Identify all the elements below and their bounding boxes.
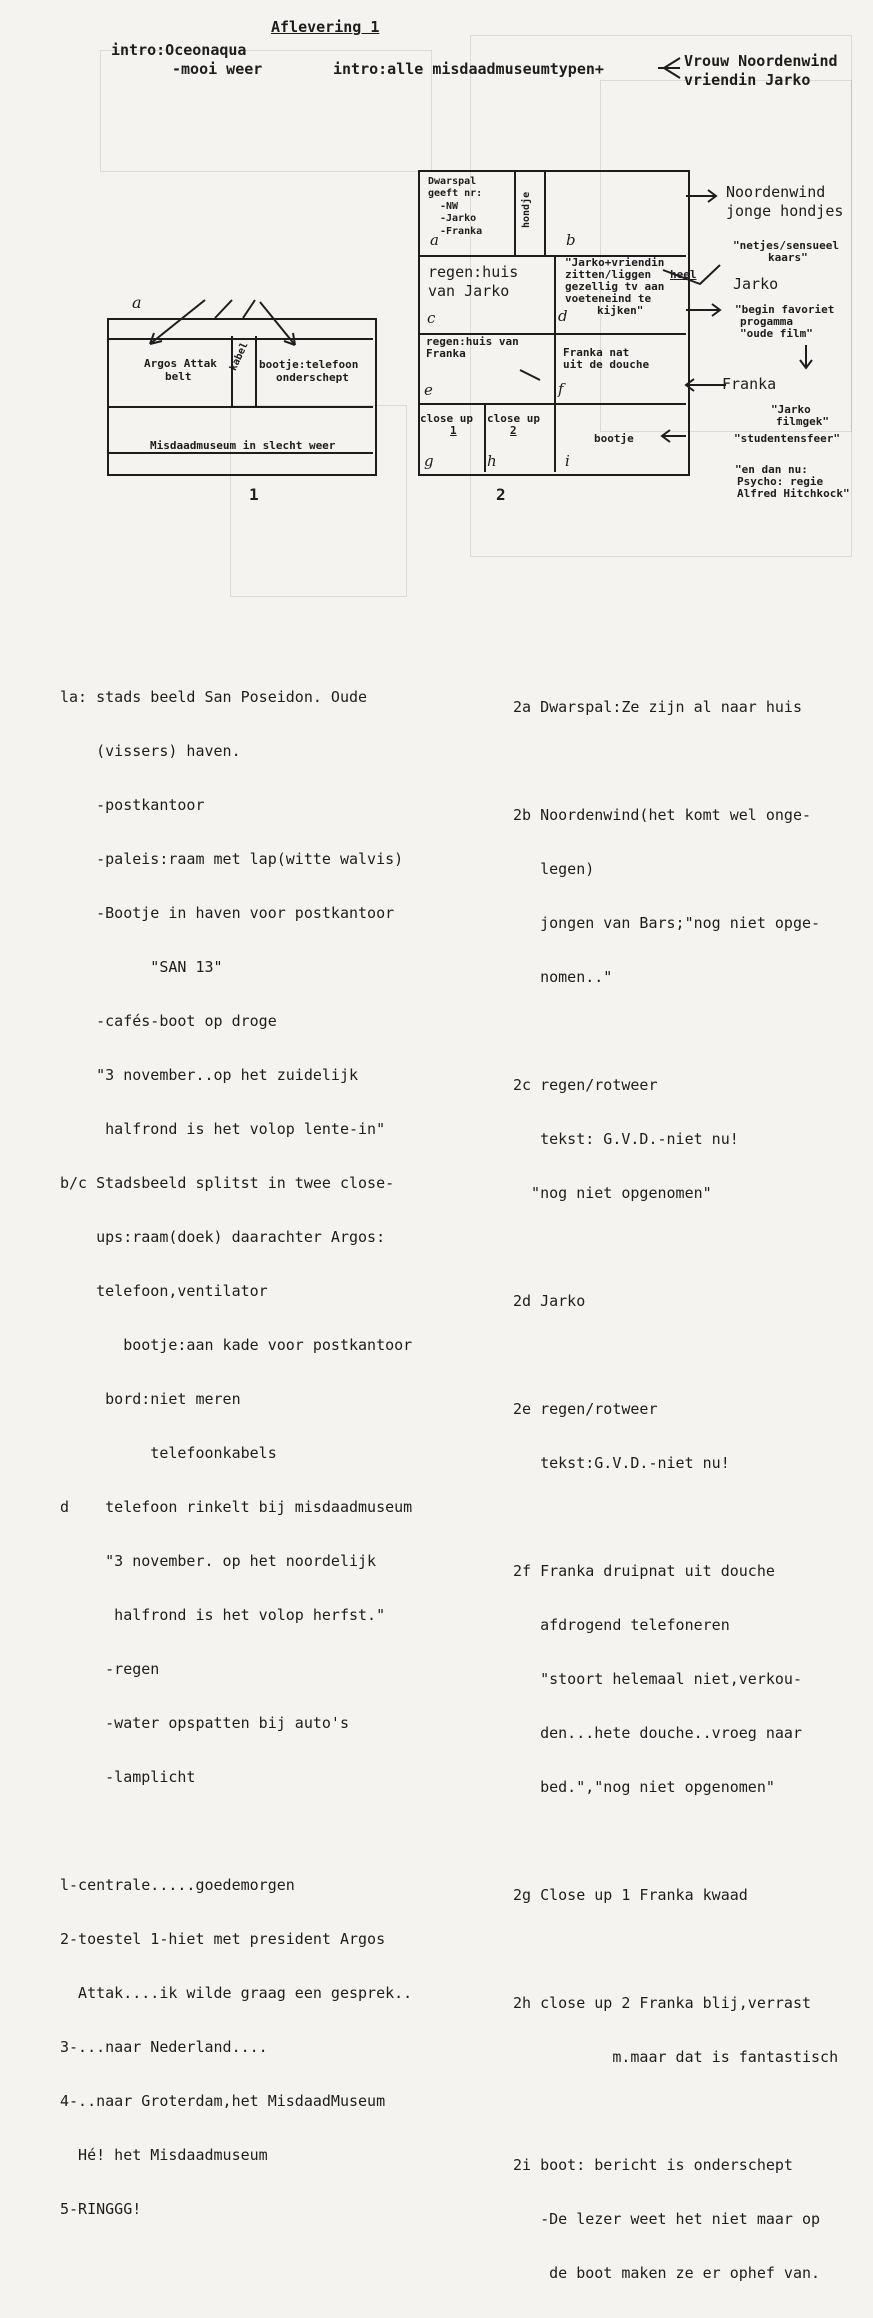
page-number-1: 1 [249, 485, 259, 504]
kabel-label: kabel [228, 340, 251, 373]
note-line: ups:raam(doek) daarachter Argos: [60, 1228, 386, 1246]
jarko-text-heel: heel [670, 268, 697, 281]
hondje-label: hondje [521, 191, 532, 228]
note-line [513, 1022, 838, 1040]
note-line: bed.","nog niet opgenomen" [513, 1778, 775, 1796]
franka-nat-1: Franka nat [563, 346, 630, 359]
letter-f: f [558, 380, 564, 398]
label-a-hand: a [132, 293, 142, 312]
note-line: 2h close up 2 Franka blij,verrast [513, 1994, 812, 2012]
bootje-right: bootje [594, 432, 634, 445]
page-number-2: 2 [496, 485, 506, 504]
jarko-text-1: "Jarko+vriendin [565, 256, 665, 269]
note-line: m.maar dat is fantastisch [513, 2048, 839, 2066]
note-line: 2-toestel 1-hiet met president Argos [60, 1930, 386, 1948]
jarko-text-3: gezellig tv aan [565, 280, 665, 293]
bootje-label-1: bootje:telefoon [259, 358, 359, 371]
note-line: -cafés-boot op droge [60, 1012, 277, 1030]
arrow-line [260, 302, 295, 345]
arrow-line [664, 68, 680, 78]
intro-middle: intro:alle misdaadmuseumtypen+ [333, 60, 604, 78]
note-line: Attak....ik wilde graag een gesprek.. [60, 1984, 413, 2002]
note-line: 2c regen/rotweer [513, 1076, 658, 1094]
note-line: tekst: G.V.D.-niet nu! [513, 1130, 739, 1148]
note-psycho-1: "en dan nu: [735, 463, 808, 476]
note-line: afdrogend telefoneren [513, 1616, 730, 1634]
close-up-2-num: 2 [510, 424, 517, 437]
note-line: 2i boot: bericht is onderschept [513, 2156, 793, 2174]
argos-label-2: belt [165, 370, 192, 383]
arrow-line [664, 58, 680, 68]
letter-c: c [427, 309, 436, 327]
note-studenten: "studentensfeer" [734, 432, 840, 445]
letter-b: b [566, 231, 576, 249]
dwarspal-3: -NW [440, 201, 459, 212]
letter-e: e [424, 381, 433, 399]
note-line: -paleis:raam met lap(witte walvis) [60, 850, 404, 868]
notes-right [513, 662, 838, 2318]
note-begin-1: "begin favoriet [735, 303, 835, 316]
jarko-text-4: voeteneind te [565, 292, 652, 305]
letter-a: a [430, 231, 439, 249]
note-line: "3 november..op het zuidelijk [60, 1066, 359, 1084]
note-line: -water opspatten bij auto's [60, 1714, 349, 1732]
note-line: (vissers) haven. [60, 742, 241, 760]
note-line: 2f Franka druipnat uit douche [513, 1562, 775, 1580]
note-line [60, 1822, 412, 1840]
note-line: nomen.." [513, 968, 613, 986]
note-line: 2d Jarko [513, 1292, 586, 1310]
note-begin-3: "oude film" [740, 327, 813, 340]
dwarspal-1: Dwarspal [428, 176, 477, 187]
note-line: 3-...naar Nederland.... [60, 2038, 268, 2056]
note-line: 2e regen/rotweer [513, 1400, 658, 1418]
regen-jarko-2: van Jarko [428, 282, 510, 300]
intro-right-line2: vriendin Jarko [684, 71, 811, 89]
note-line: -De lezer weet het niet maar op [513, 2210, 821, 2228]
letter-i: i [565, 452, 570, 470]
note-line: "stoort helemaal niet,verkou- [513, 1670, 802, 1688]
note-filmgek-1: "Jarko [771, 403, 811, 416]
note-line: halfrond is het volop lente-in" [60, 1120, 386, 1138]
note-noordenwind-1: Noordenwind [726, 183, 826, 201]
regen-franka-2: Franka [426, 347, 466, 360]
regen-jarko-1: regen:huis [428, 263, 519, 281]
regen-franka-1: regen:huis van [426, 335, 519, 348]
note-begin-2: progamma [740, 315, 793, 328]
note-line: 4-..naar Groterdam,het MisdaadMuseum [60, 2092, 386, 2110]
close-up-1: close up [420, 412, 473, 425]
note-line: "3 november. op het noordelijk [60, 1552, 377, 1570]
note-line: "nog niet opgenomen" [513, 1184, 712, 1202]
close-up-2: close up [487, 412, 540, 425]
note-line: d telefoon rinkelt bij misdaadmuseum [60, 1498, 413, 1516]
note-line [513, 1940, 838, 1958]
note-line: jongen van Bars;"nog niet opge- [513, 914, 821, 932]
note-line: 2b Noordenwind(het komt wel onge- [513, 806, 812, 824]
letter-g: g [424, 452, 434, 470]
intro-right-line1: Vrouw Noordenwind [684, 52, 838, 70]
note-psycho-2: Psycho: regie [737, 475, 824, 488]
note-line: telefoon,ventilator [60, 1282, 268, 1300]
letter-d: d [558, 307, 568, 325]
note-line: -regen [60, 1660, 160, 1678]
note-line: 2g Close up 1 Franka kwaad [513, 1886, 748, 1904]
note-line [513, 1508, 838, 1526]
note-franka: Franka [722, 375, 777, 393]
note-line: b/c Stadsbeeld splitst in twee close- [60, 1174, 395, 1192]
note-jarko: Jarko [733, 275, 779, 293]
note-line [513, 1832, 838, 1850]
note-netjes-1: "netjes/sensueel [733, 239, 839, 252]
note-line: halfrond is het volop herfst." [60, 1606, 386, 1624]
note-line: "SAN 13" [60, 958, 223, 976]
notes-left [60, 652, 412, 2254]
note-line: l-centrale.....goedemorgen [60, 1876, 295, 1894]
note-line: 2a Dwarspal:Ze zijn al naar huis [513, 698, 802, 716]
note-filmgek-2: filmgek" [776, 415, 829, 428]
note-line: telefoonkabels [60, 1444, 277, 1462]
dwarspal-5: -Franka [440, 226, 483, 237]
museum-label: Misdaadmuseum in slecht weer [150, 439, 336, 452]
note-psycho-3: Alfred Hitchkock" [737, 487, 850, 500]
note-netjes-2: kaars" [768, 251, 808, 264]
note-line [513, 2102, 838, 2120]
note-line: tekst:G.V.D.-niet nu! [513, 1454, 730, 1472]
arrow-line [150, 300, 205, 344]
note-line: Hé! het Misdaadmuseum [60, 2146, 268, 2164]
note-line: den...hete douche..vroeg naar [513, 1724, 802, 1742]
note-line: -postkantoor [60, 796, 205, 814]
note-line: bootje:aan kade voor postkantoor [60, 1336, 413, 1354]
note-line: -Bootje in haven voor postkantoor [60, 904, 395, 922]
dwarspal-2: geeft nr: [428, 188, 483, 199]
note-line [513, 752, 838, 770]
episode-title: Aflevering 1 [271, 18, 380, 36]
intro-left-sub: -mooi weer [172, 60, 263, 78]
close-up-1-num: 1 [450, 424, 457, 437]
dwarspal-4: -Jarko [440, 213, 477, 224]
argos-label-1: Argos Attak [144, 357, 217, 370]
franka-nat-2: uit de douche [563, 358, 650, 371]
note-line: 5-RINGGG! [60, 2200, 142, 2218]
note-noordenwind-2: jonge hondjes [726, 202, 844, 220]
jarko-text-5: kijken" [597, 304, 644, 317]
bootje-label-2: onderschept [276, 371, 349, 384]
letter-h: h [487, 452, 497, 470]
note-line [513, 1346, 838, 1364]
note-line: la: stads beeld San Poseidon. Oude [60, 688, 368, 706]
note-line: legen) [513, 860, 595, 878]
note-line: bord:niet meren [60, 1390, 241, 1408]
note-line [513, 1238, 838, 1256]
note-line: de boot maken ze er ophef van. [513, 2264, 821, 2282]
note-line: -lamplicht [60, 1768, 196, 1786]
intro-left: intro:Oceonaqua [111, 41, 247, 59]
jarko-text-2a: zitten/liggen [565, 268, 658, 281]
